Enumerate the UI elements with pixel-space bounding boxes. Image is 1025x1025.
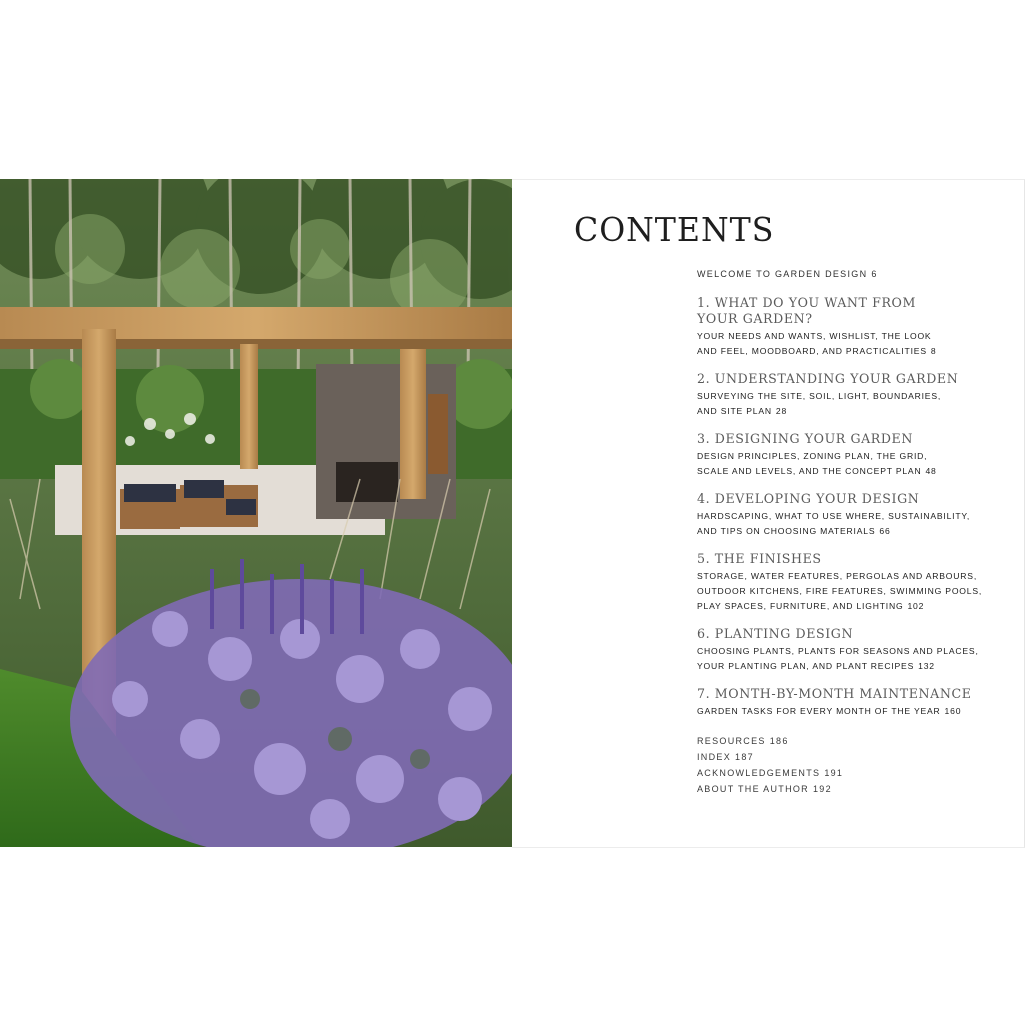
book-spread: [0, 179, 1025, 847]
chapter-title: 2. UNDERSTANDING YOUR GARDEN: [697, 372, 959, 387]
toc-extra-item[interactable]: RESOURCES 186: [697, 736, 789, 746]
chapter-title: 6. PLANTING DESIGN: [697, 627, 854, 642]
toc-chapter[interactable]: [697, 372, 997, 419]
toc-chapter[interactable]: [697, 627, 997, 674]
chapter-title: 3. DESIGNING YOUR GARDEN: [697, 432, 913, 447]
toc-welcome-label: WELCOME TO GARDEN DESIGN: [697, 269, 868, 279]
chapter-title: 5. THE FINISHES: [697, 552, 822, 567]
chapter-title: 7. MONTH-BY-MONTH MAINTENANCE: [697, 687, 972, 702]
toc-extra-item[interactable]: ABOUT THE AUTHOR 192: [697, 784, 832, 794]
chapter-title: 1. WHAT DO YOU WANT FROM YOUR GARDEN?: [697, 296, 916, 327]
toc-page-number: 8: [930, 346, 937, 356]
toc-extra-item[interactable]: ACKNOWLEDGEMENTS 191: [697, 768, 844, 778]
garden-pergola-photo: [0, 179, 512, 847]
contents-page: [512, 179, 1025, 848]
toc-page-number: 132: [918, 661, 935, 671]
toc-page-number: 48: [925, 466, 937, 476]
chapter-description: STORAGE, WATER FEATURES, PERGOLAS AND ARBOURS, OUTDOOR KITCHENS, FIRE FEATURES, SWIMMING POOLS, PLAY SPACES, FURNITURE, AND LIGHTING 102: [697, 571, 983, 611]
chapter-description: SURVEYING THE SITE, SOIL, LIGHT, BOUNDARIES, AND SITE PLAN 28: [697, 391, 942, 416]
chapter-description: CHOOSING PLANTS, PLANTS FOR SEASONS AND PLACES, YOUR PLANTING PLAN, AND PLANT RECIPES 132: [697, 646, 979, 671]
toc-page-number: 28: [775, 406, 788, 416]
toc-chapter[interactable]: [697, 492, 997, 539]
toc-chapter[interactable]: [697, 296, 997, 359]
toc-page-number: 160: [944, 706, 962, 716]
toc-welcome[interactable]: [697, 266, 997, 282]
toc-page-number: 6: [871, 269, 878, 279]
toc-extra-item[interactable]: INDEX 187: [697, 752, 754, 762]
page-title: CONTENTS: [574, 210, 775, 249]
toc-chapter[interactable]: [697, 552, 997, 614]
chapter-title: 4. DEVELOPING YOUR DESIGN: [697, 492, 920, 507]
toc-page-number: 66: [879, 526, 891, 536]
toc-back-matter: [697, 733, 997, 797]
chapter-description: YOUR NEEDS AND WANTS, WISHLIST, THE LOOK AND FEEL, MOODBOARD, AND PRACTICALITIES 8: [697, 331, 937, 356]
table-of-contents: [697, 266, 997, 797]
chapter-description: HARDSCAPING, WHAT TO USE WHERE, SUSTAINABILITY, AND TIPS ON CHOOSING MATERIALS 66: [697, 511, 971, 536]
toc-chapter[interactable]: [697, 432, 997, 479]
toc-page-number: 102: [907, 601, 925, 611]
toc-chapter[interactable]: [697, 687, 997, 719]
chapter-description: GARDEN TASKS FOR EVERY MONTH OF THE YEAR 160: [697, 706, 962, 716]
chapter-description: DESIGN PRINCIPLES, ZONING PLAN, THE GRID, SCALE AND LEVELS, AND THE CONCEPT PLAN 48: [697, 451, 937, 476]
